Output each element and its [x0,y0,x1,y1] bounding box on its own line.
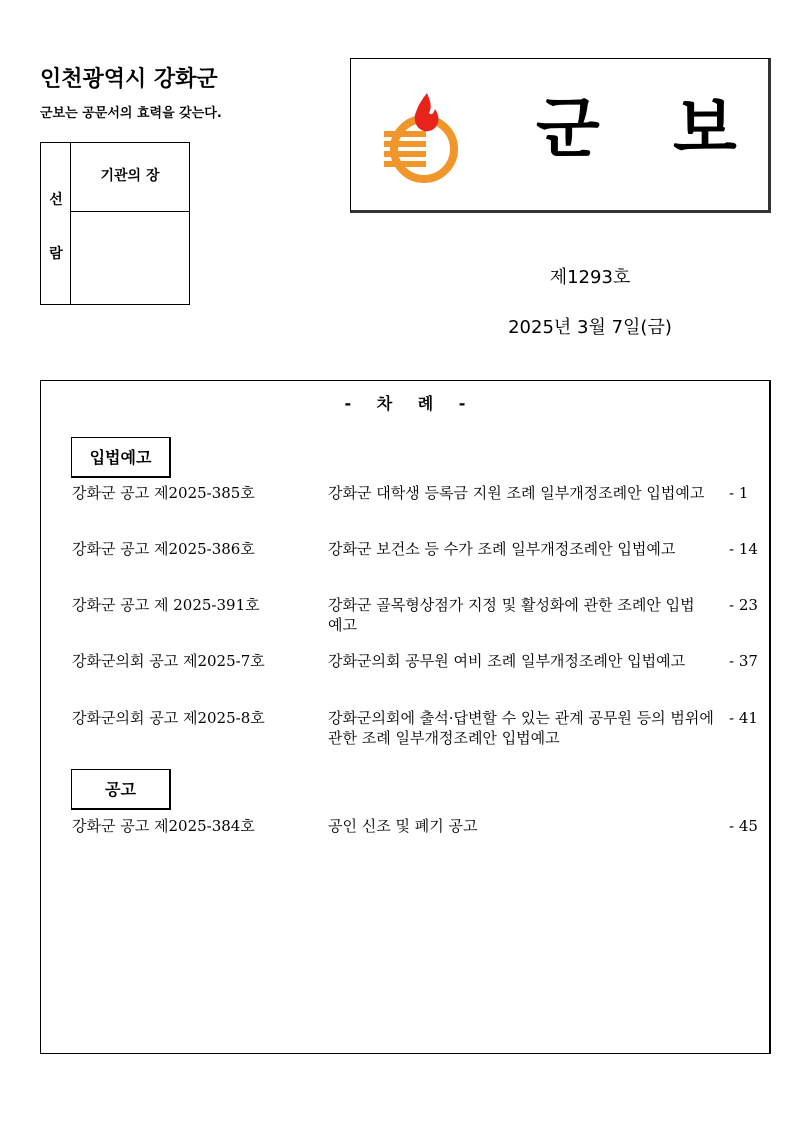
notice-title: 강화군 골목형상점가 지정 및 활성화에 관한 조례안 입법예고 [328,596,695,634]
page-number: - 14 [729,540,758,558]
notice-title: 공인 신조 및 폐기 공고 [328,817,478,835]
section-label-legislative-notice: 입법예고 [71,437,171,478]
review-label-column [41,143,71,304]
page-number: - 1 [729,484,749,502]
review-label-char: 선 [49,192,63,208]
page-number: - 41 [729,709,758,727]
page-number: - 23 [729,596,758,614]
county-emblem-icon [379,89,469,189]
page-number: - 37 [729,652,758,670]
notice-number: 강화군의회 공고 제2025-7호 [72,652,265,670]
toc-title: - 차 례 - [344,394,466,413]
table-of-contents [40,380,771,1054]
notice-number: 강화군 공고 제2025-385호 [72,484,255,502]
notice-number: 강화군 공고 제2025-384호 [72,817,255,835]
review-head-cell: 기관의 장 [71,143,189,212]
masthead-title-char: 보 [673,90,737,167]
notice-number: 강화군 공고 제 2025-391호 [72,596,260,614]
notice-number: 강화군의회 공고 제2025-8호 [72,709,265,727]
notice-title: 강화군의회에 출석·답변할 수 있는 관계 공무원 등의 범위에 관한 조례 일부개정조례안 입법예고 [328,709,714,747]
notice-title: 강화군의회 공무원 여비 조례 일부개정조례안 입법예고 [328,652,686,670]
notice-title: 강화군 보건소 등 수가 조례 일부개정조례안 입법예고 [328,540,676,558]
issue-date: 2025년 3월 7일(금) [508,317,672,338]
page-number: - 45 [729,817,758,835]
notice-title: 강화군 대학생 등록금 지원 조례 일부개정조례안 입법예고 [328,484,705,502]
organization-name: 인천광역시 강화군 [40,67,218,92]
section-label-announcement: 공고 [71,769,171,810]
masthead [350,58,771,213]
review-box [40,142,190,305]
masthead-title-char: 군 [536,90,600,167]
notice-number: 강화군 공고 제2025-386호 [72,540,255,558]
issue-number: 제1293호 [549,267,631,288]
subtitle: 군보는 공문서의 효력을 갖는다. [40,106,222,121]
review-label-char: 람 [49,246,63,262]
